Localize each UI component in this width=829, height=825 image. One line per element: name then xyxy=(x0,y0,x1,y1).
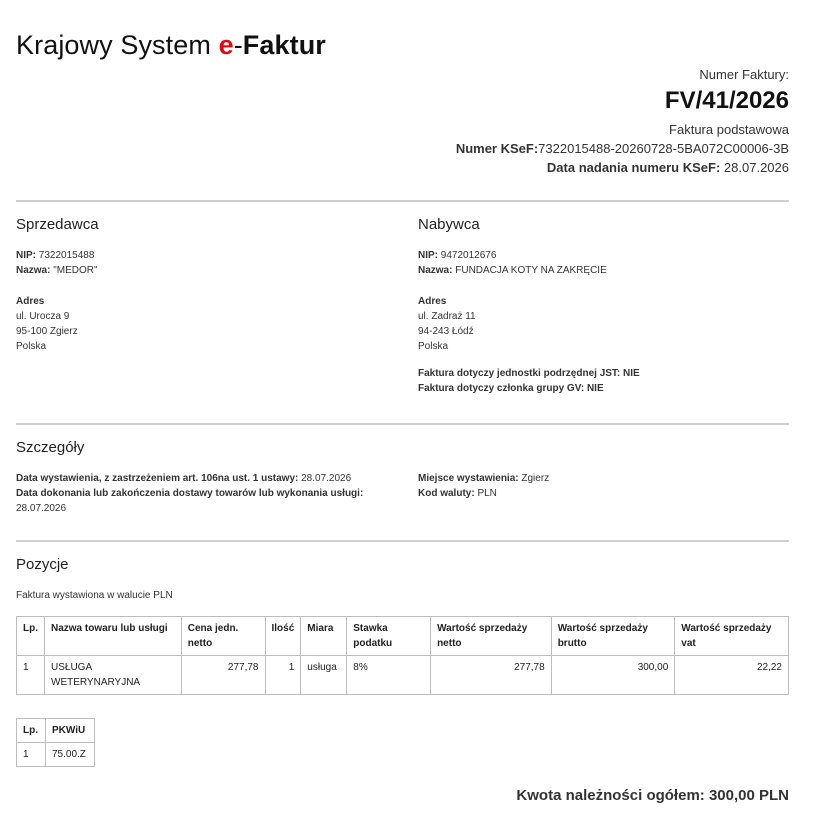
col-net: Wartość sprzedaży netto xyxy=(431,617,552,656)
col-qty: Ilość xyxy=(265,617,301,656)
ksef-logo: Krajowy System e-Faktur xyxy=(16,30,326,60)
col-unit: Miara xyxy=(301,617,347,656)
col-gross: Wartość sprzedaży brutto xyxy=(551,617,675,656)
cell-unit: usługa xyxy=(301,656,347,695)
details-place: Miejsce wystawienia: Zgierz Kod waluty: PLN xyxy=(418,473,550,499)
col-vat: Wartość sprzedaży vat xyxy=(675,617,789,656)
cell-vat: 22,22 xyxy=(675,656,789,695)
col-unit-price: Cena jedn. netto xyxy=(181,617,265,656)
table-header-row xyxy=(17,617,789,656)
buyer-title: Nabywca xyxy=(418,216,480,233)
table-row xyxy=(17,656,789,695)
divider xyxy=(16,200,789,202)
cell-unit-price: 277,78 xyxy=(181,656,265,695)
col-lp: Lp. xyxy=(17,719,46,743)
invoice-number: FV/41/2026 xyxy=(664,87,789,114)
divider xyxy=(16,423,789,425)
table-row xyxy=(17,743,95,767)
items-table xyxy=(16,616,789,695)
cell-lp: 1 xyxy=(17,656,45,695)
cell-gross: 300,00 xyxy=(551,656,675,695)
invoice-type: Faktura podstawowa xyxy=(669,122,789,137)
invoice-number-label: Numer Faktury: xyxy=(699,67,789,82)
seller-title: Sprzedawca xyxy=(16,216,99,233)
seller-block: NIP: 7322015488 Nazwa: "MEDOR" Adres ul. Urocza 9 95-100 Zgierz Polska xyxy=(16,250,98,352)
total-amount: Kwota należności ogółem: 300,00 PLN xyxy=(516,787,789,804)
cell-rate: 8% xyxy=(347,656,431,695)
invoice-header xyxy=(456,66,789,177)
pkwiu-table xyxy=(16,718,95,767)
cell-net: 277,78 xyxy=(431,656,552,695)
col-lp: Lp. xyxy=(17,617,45,656)
divider xyxy=(16,540,789,542)
ksef-number-line: Numer KSeF:7322015488-20260728-5BA072C00006-3B xyxy=(455,141,789,156)
table-header-row xyxy=(17,719,95,743)
currency-note: Faktura wystawiona w walucie PLN xyxy=(16,590,173,601)
details-dates: Data wystawienia, z zastrzeżeniem art. 106na ust. 1 ustawy: 28.07.2026 Data dokonania lub zakończenia dostawy towarów lub wykonania usługi: 28.07.2026 xyxy=(16,473,364,514)
cell-lp: 1 xyxy=(17,743,46,767)
ksef-date-line: Data nadania numeru KSeF: 28.07.2026 xyxy=(546,160,789,175)
col-name: Nazwa towaru lub usługi xyxy=(45,617,182,656)
details-title: Szczegóły xyxy=(16,439,85,456)
col-pkwiu: PKWiU xyxy=(46,719,95,743)
cell-name: USŁUGA WETERYNARYJNA xyxy=(45,656,182,695)
positions-title: Pozycje xyxy=(16,556,69,573)
col-rate: Stawka podatku xyxy=(347,617,431,656)
cell-pkwiu: 75.00.Z xyxy=(46,743,95,767)
cell-qty: 1 xyxy=(265,656,301,695)
buyer-block: NIP: 9472012676 Nazwa: FUNDACJA KOTY NA ZAKRĘCIE Adres ul. Zadraż 11 94-243 Łódź Polska Faktura dotyczy jednostki podrzędnej JST: NIE Faktura dotyczy członka grupy GV: NIE xyxy=(418,250,640,394)
